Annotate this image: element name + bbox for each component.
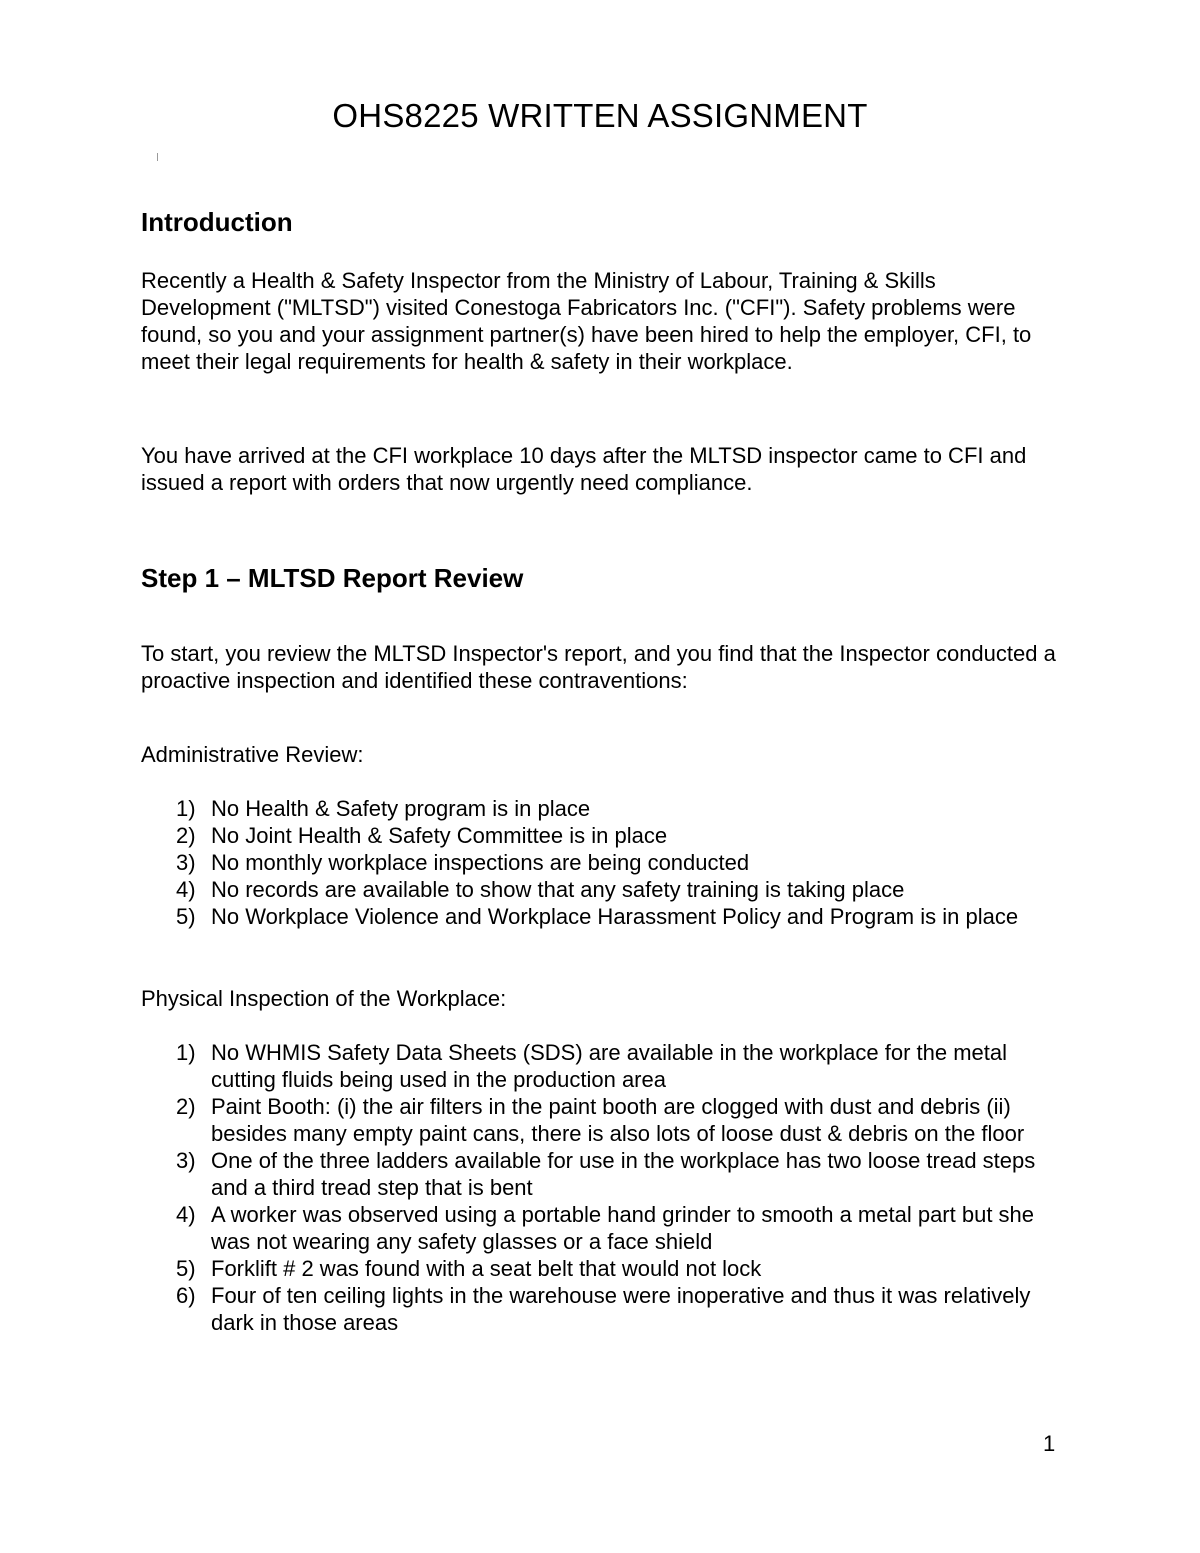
list-item-number: 1) xyxy=(176,1040,196,1065)
administrative-review-label: Administrative Review: xyxy=(141,742,364,767)
list-item xyxy=(141,1255,1061,1282)
introduction-paragraph-2 xyxy=(141,442,1061,496)
list-item xyxy=(141,876,1061,903)
list-item-number: 2) xyxy=(176,1094,196,1119)
list-item xyxy=(141,1039,1061,1093)
document-title: OHS8225 WRITTEN ASSIGNMENT xyxy=(332,97,868,134)
list-item xyxy=(141,795,1061,822)
physical-inspection-list xyxy=(141,1039,1061,1336)
list-item-text: Four of ten ceiling lights in the warehouse were inoperative and thus it was relatively dark in those areas xyxy=(211,1283,1031,1335)
list-item-number: 6) xyxy=(176,1283,196,1308)
introduction-paragraph-2-text: You have arrived at the CFI workplace 10 days after the MLTSD inspector came to CFI and issued a report with orders that now urgently need compliance. xyxy=(141,443,1027,495)
list-item-number: 2) xyxy=(176,823,196,848)
step1-heading: Step 1 – MLTSD Report Review xyxy=(141,563,524,593)
list-item-text: A worker was observed using a portable hand grinder to smooth a metal part but she was not wearing any safety glasses or a face shield xyxy=(211,1202,1035,1254)
list-item-number: 1) xyxy=(176,796,196,821)
list-item-number: 4) xyxy=(176,877,196,902)
list-item-number: 3) xyxy=(176,850,196,875)
list-item-text: No Health & Safety program is in place xyxy=(211,796,591,821)
introduction-paragraph-1 xyxy=(141,267,1061,375)
physical-inspection-label: Physical Inspection of the Workplace: xyxy=(141,986,507,1011)
introduction-paragraph-1-text: Recently a Health & Safety Inspector from the Ministry of Labour, Training & Skills Development ("MLTSD") visited Conestoga Fabricators Inc. ("CFI"). Safety problems were found, so you and your assignment partner(s) have been hired to help the employer, CFI, to meet their legal requirements for health & safety in their workplace. xyxy=(141,268,1032,374)
list-item xyxy=(141,1147,1061,1201)
list-item xyxy=(141,822,1061,849)
list-item xyxy=(141,849,1061,876)
list-item xyxy=(141,903,1061,930)
list-item-number: 4) xyxy=(176,1202,196,1227)
introduction-heading: Introduction xyxy=(141,207,293,237)
list-item-text: No records are available to show that any safety training is taking place xyxy=(211,877,905,902)
step1-intro-text: To start, you review the MLTSD Inspector's report, and you find that the Inspector conducted a proactive inspection and identified these contraventions: xyxy=(141,641,1056,693)
page-number: 1 xyxy=(1043,1431,1056,1456)
list-item-text: No WHMIS Safety Data Sheets (SDS) are available in the workplace for the metal cutting fluids being used in the production area xyxy=(211,1040,1008,1092)
list-item-number: 3) xyxy=(176,1148,196,1173)
list-item-text: No monthly workplace inspections are being conducted xyxy=(211,850,750,875)
list-item-text: No Workplace Violence and Workplace Harassment Policy and Program is in place xyxy=(211,904,1019,929)
list-item xyxy=(141,1282,1061,1336)
list-item xyxy=(141,1201,1061,1255)
step1-intro xyxy=(141,640,1061,694)
list-item-text: Forklift # 2 was found with a seat belt that would not lock xyxy=(211,1256,762,1281)
administrative-review-list xyxy=(141,795,1061,930)
list-item xyxy=(141,1093,1061,1147)
list-item-text: Paint Booth: (i) the air filters in the paint booth are clogged with dust and debris (ii) besides many empty paint cans, there is also lots of loose dust & debris on the floor xyxy=(211,1094,1025,1146)
margin-tick-mark xyxy=(157,153,158,161)
list-item-text: One of the three ladders available for use in the workplace has two loose tread steps and a third tread step that is bent xyxy=(211,1148,1036,1200)
list-item-number: 5) xyxy=(176,1256,196,1281)
list-item-number: 5) xyxy=(176,904,196,929)
list-item-text: No Joint Health & Safety Committee is in place xyxy=(211,823,668,848)
